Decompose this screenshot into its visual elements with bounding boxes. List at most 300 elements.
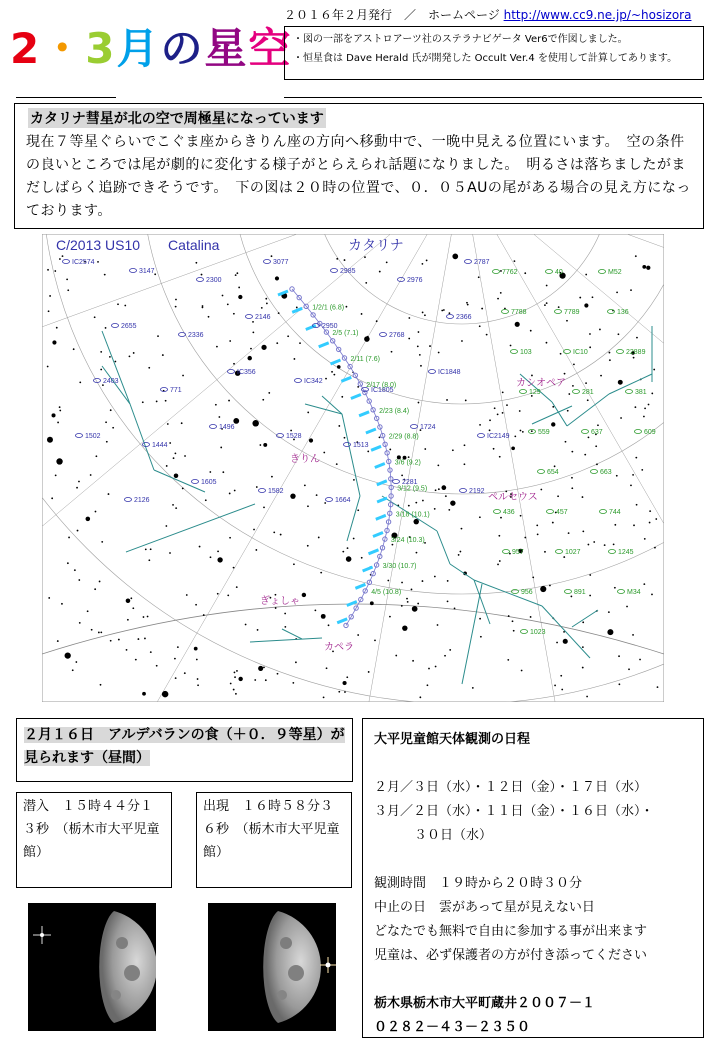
star xyxy=(252,331,254,333)
star xyxy=(49,295,51,297)
occultation-title-line1: ２月１６日 アルデバランの食（＋０．９等星）が xyxy=(24,727,345,743)
object-label: 22889 xyxy=(626,349,646,356)
star xyxy=(229,493,231,495)
star xyxy=(169,552,171,554)
star xyxy=(636,337,638,339)
star xyxy=(657,686,659,688)
star xyxy=(361,557,363,559)
star xyxy=(165,525,167,527)
star xyxy=(294,358,296,360)
star xyxy=(175,677,177,679)
star xyxy=(47,366,49,368)
star xyxy=(584,303,588,307)
object-label: 771 xyxy=(170,387,182,394)
star xyxy=(57,422,59,424)
star xyxy=(630,289,632,291)
star xyxy=(227,595,229,597)
star xyxy=(506,404,508,406)
star xyxy=(374,639,376,641)
star xyxy=(460,551,462,553)
star xyxy=(546,285,548,287)
star xyxy=(502,391,504,393)
star xyxy=(452,449,454,451)
star xyxy=(175,507,177,509)
star xyxy=(416,552,418,554)
star xyxy=(401,605,403,607)
star xyxy=(328,624,330,626)
star xyxy=(520,430,522,432)
star xyxy=(97,261,99,263)
star xyxy=(486,334,488,336)
star xyxy=(558,306,560,308)
star xyxy=(461,340,463,342)
star xyxy=(554,465,556,467)
star xyxy=(618,333,620,335)
star xyxy=(630,484,632,486)
star xyxy=(655,518,657,520)
star xyxy=(186,594,188,596)
star xyxy=(118,639,120,641)
star xyxy=(79,381,81,383)
object-label: 381 xyxy=(635,389,647,396)
comet-date-label: 2/11 (7.6) xyxy=(350,356,380,363)
object-label: 957 xyxy=(512,549,524,556)
star xyxy=(105,327,107,329)
star xyxy=(419,696,421,698)
star xyxy=(217,550,219,552)
star xyxy=(290,493,295,498)
star xyxy=(422,580,424,582)
star xyxy=(464,444,466,446)
star xyxy=(324,502,326,504)
star xyxy=(353,479,355,481)
star xyxy=(465,400,467,402)
star xyxy=(266,303,268,305)
star xyxy=(205,499,207,501)
object-label: 136 xyxy=(617,309,629,316)
object-label: 3147 xyxy=(139,268,155,275)
moon-emersion-photo xyxy=(208,903,336,1031)
star xyxy=(549,585,551,587)
star xyxy=(568,393,570,395)
star xyxy=(557,495,559,497)
star xyxy=(346,676,348,678)
star xyxy=(277,673,279,675)
star xyxy=(227,304,229,306)
star xyxy=(112,427,114,429)
star xyxy=(147,616,149,618)
star xyxy=(353,538,355,540)
object-label: 891 xyxy=(574,589,586,596)
star xyxy=(201,274,203,276)
star xyxy=(633,357,635,359)
star xyxy=(512,620,514,622)
star xyxy=(646,266,650,270)
star xyxy=(316,494,318,496)
occultation-title xyxy=(24,724,346,770)
star xyxy=(408,456,410,458)
star xyxy=(411,589,413,591)
star xyxy=(441,310,443,312)
star xyxy=(233,689,235,691)
star xyxy=(438,352,440,354)
star xyxy=(307,505,309,507)
star xyxy=(445,495,447,497)
star xyxy=(540,489,542,491)
star xyxy=(544,551,546,553)
star xyxy=(497,298,499,300)
star xyxy=(531,375,533,377)
object-label: IC2574 xyxy=(72,259,95,266)
star xyxy=(236,670,238,672)
star xyxy=(258,666,263,671)
object-label: 559 xyxy=(538,429,550,436)
comet-date-label: 4/5 (10.8) xyxy=(371,588,402,596)
star xyxy=(344,691,346,693)
star xyxy=(174,658,176,660)
star xyxy=(110,409,112,411)
star xyxy=(427,684,429,686)
star xyxy=(94,588,96,590)
star xyxy=(284,613,286,615)
star xyxy=(450,500,455,505)
star xyxy=(628,668,630,670)
star xyxy=(278,312,280,314)
star xyxy=(199,546,201,548)
object-label: IC1848 xyxy=(438,369,461,376)
star xyxy=(458,554,460,556)
star xyxy=(124,305,126,307)
issue-text: ２０１６年２月発行 ／ ホームページ xyxy=(284,8,500,22)
star xyxy=(556,642,558,644)
star xyxy=(280,534,282,536)
star xyxy=(466,302,468,304)
object-label: 3077 xyxy=(273,259,289,266)
star xyxy=(209,471,211,473)
object-label: 7789 xyxy=(564,309,580,316)
star xyxy=(67,289,69,291)
star xyxy=(174,473,179,478)
star xyxy=(618,655,620,657)
star xyxy=(202,307,204,309)
star xyxy=(649,522,651,524)
star xyxy=(434,508,436,510)
object-label: 1245 xyxy=(618,549,634,556)
star xyxy=(514,435,516,437)
star xyxy=(582,621,584,623)
star xyxy=(177,646,179,648)
star xyxy=(101,541,103,543)
star xyxy=(494,407,496,409)
star xyxy=(323,452,325,454)
star xyxy=(544,304,546,306)
star xyxy=(609,352,611,354)
star xyxy=(197,684,199,686)
comet-date-label: 3/12 (9.5) xyxy=(397,485,428,493)
star xyxy=(520,515,522,517)
star xyxy=(148,559,150,561)
star xyxy=(98,632,100,634)
star xyxy=(54,270,56,272)
star xyxy=(361,313,363,315)
object-label: 1664 xyxy=(335,497,351,504)
star xyxy=(100,684,102,686)
star xyxy=(137,638,139,640)
schedule-free: どなたでも無料で自由に参加する事が出来ます xyxy=(374,924,648,939)
star xyxy=(100,369,102,371)
star xyxy=(263,666,265,668)
star xyxy=(235,693,237,695)
schedule-address: 栃木県栃木市大平町蔵井２００７－１ xyxy=(374,996,596,1011)
star xyxy=(565,441,567,443)
star xyxy=(426,260,428,262)
star xyxy=(184,455,186,457)
star xyxy=(608,611,610,613)
star xyxy=(117,303,119,305)
object-label: 1444 xyxy=(152,442,168,449)
star xyxy=(618,380,623,385)
star xyxy=(256,486,258,488)
star xyxy=(62,255,64,257)
star xyxy=(443,309,445,311)
title-char: 2 xyxy=(10,24,42,73)
star xyxy=(56,458,62,464)
star xyxy=(434,576,436,578)
object-label: 2403 xyxy=(103,378,119,385)
object-label: 2281 xyxy=(402,479,418,486)
star xyxy=(639,659,641,661)
object-label: 7788 xyxy=(511,309,527,316)
star xyxy=(563,556,565,558)
star xyxy=(233,567,235,569)
star xyxy=(78,481,80,483)
star xyxy=(479,618,481,620)
star xyxy=(408,338,410,340)
star xyxy=(228,400,230,402)
object-label: 609 xyxy=(644,429,656,436)
star xyxy=(497,564,499,566)
star xyxy=(331,371,333,373)
star xyxy=(379,271,381,273)
star xyxy=(114,361,116,363)
star xyxy=(182,375,184,377)
star xyxy=(51,497,53,499)
star xyxy=(585,274,587,276)
star xyxy=(415,502,417,504)
star xyxy=(130,597,132,599)
star xyxy=(67,562,69,564)
star xyxy=(257,629,259,631)
chart-title-left: C/2013 US10 Catalina xyxy=(56,237,220,253)
star xyxy=(265,298,267,300)
star xyxy=(347,547,349,549)
star xyxy=(422,263,424,265)
star xyxy=(165,400,167,402)
star xyxy=(175,452,177,454)
star xyxy=(142,692,146,696)
star xyxy=(567,410,569,412)
star xyxy=(203,614,205,616)
star xyxy=(479,424,481,426)
star xyxy=(564,373,566,375)
star xyxy=(552,406,554,408)
object-label: 436 xyxy=(503,509,515,516)
star xyxy=(108,493,110,495)
comet-date-label: 3/24 (10.3) xyxy=(390,537,425,545)
star xyxy=(592,296,594,298)
title-char: 空 xyxy=(248,24,293,73)
star xyxy=(78,579,80,581)
object-label: 2985 xyxy=(340,268,356,275)
object-label: IC342 xyxy=(304,378,323,385)
star xyxy=(133,352,135,354)
star xyxy=(77,530,79,532)
star xyxy=(233,363,235,365)
star xyxy=(406,598,408,600)
object-label: 2336 xyxy=(188,332,204,339)
star xyxy=(325,378,327,380)
star xyxy=(510,345,512,347)
star xyxy=(618,683,620,685)
title-char: の xyxy=(160,24,205,73)
star xyxy=(255,549,257,551)
star xyxy=(654,547,656,549)
star xyxy=(447,600,449,602)
object-label: IC2149 xyxy=(487,433,510,440)
star xyxy=(479,325,481,327)
star xyxy=(508,615,510,617)
star xyxy=(616,291,618,293)
star xyxy=(644,538,646,540)
star xyxy=(57,640,59,642)
comet-date-label: 3/6 (9.2) xyxy=(394,459,421,467)
star xyxy=(357,386,359,388)
star xyxy=(635,255,637,257)
object-label: M34 xyxy=(627,589,641,596)
star xyxy=(271,476,273,478)
star xyxy=(263,506,265,508)
star xyxy=(530,616,532,618)
star xyxy=(47,437,53,443)
star xyxy=(326,667,328,669)
star xyxy=(99,581,101,583)
star xyxy=(634,406,636,408)
star xyxy=(435,666,437,668)
schedule-title: 大平児童館天体観測の日程 xyxy=(374,732,531,747)
star xyxy=(418,402,420,404)
constellation-label: きりん xyxy=(290,454,320,465)
star xyxy=(238,677,242,681)
star xyxy=(275,276,279,280)
star xyxy=(338,425,340,427)
star xyxy=(519,410,521,412)
star xyxy=(233,418,239,424)
star xyxy=(642,265,646,269)
star xyxy=(234,672,236,674)
object-label: 1582 xyxy=(268,488,284,495)
star xyxy=(429,345,431,347)
star xyxy=(48,597,50,599)
star xyxy=(563,639,568,644)
star xyxy=(454,607,456,609)
star xyxy=(412,660,414,662)
star xyxy=(73,348,75,350)
star xyxy=(651,594,653,596)
star xyxy=(422,500,424,502)
star xyxy=(502,412,504,414)
star xyxy=(616,475,618,477)
constellation-label: カペラ xyxy=(324,642,354,653)
star xyxy=(593,541,595,543)
star xyxy=(222,471,224,473)
star xyxy=(263,443,267,447)
star xyxy=(546,302,548,304)
star xyxy=(566,320,568,322)
object-label: IC356 xyxy=(237,369,256,376)
star xyxy=(105,421,107,423)
star xyxy=(268,392,270,394)
star xyxy=(61,603,63,605)
schedule-phone: ０２８２－４３－２３５０ xyxy=(374,1020,531,1035)
schedule-dates-line3: ３０日（水） xyxy=(414,828,493,843)
star xyxy=(600,375,602,377)
star xyxy=(275,607,277,609)
chart-title-right: カタリナ xyxy=(348,238,404,254)
star xyxy=(607,629,613,635)
star xyxy=(648,404,650,406)
star xyxy=(318,537,320,539)
schedule-children: 児童は、必ず保護者の方が付き添ってください xyxy=(374,948,648,963)
star xyxy=(489,419,491,421)
comet-date-label: 3/30 (10.7) xyxy=(382,563,417,570)
star xyxy=(210,556,212,558)
star xyxy=(552,522,554,524)
star xyxy=(422,312,424,314)
star xyxy=(261,345,266,350)
star xyxy=(364,336,370,342)
object-label: 1513 xyxy=(353,442,369,449)
star xyxy=(346,306,348,308)
star xyxy=(217,557,222,562)
star xyxy=(156,401,158,403)
star xyxy=(561,689,563,691)
star xyxy=(68,537,70,539)
star xyxy=(218,416,220,418)
star xyxy=(511,446,515,450)
star xyxy=(148,367,150,369)
star xyxy=(95,455,97,457)
star xyxy=(582,496,584,498)
star xyxy=(253,529,255,531)
star xyxy=(498,535,500,537)
star xyxy=(480,636,482,638)
star xyxy=(467,304,469,306)
star xyxy=(479,516,481,518)
schedule-dates-line2: ３月／２日（水）・１１日（金）・１６日（水）・ xyxy=(374,804,654,819)
constellation-label: カシオペア xyxy=(516,378,566,389)
star xyxy=(424,314,426,316)
star xyxy=(95,511,97,513)
star-chart xyxy=(42,234,664,702)
homepage-link[interactable]: http://www.cc9.ne.jp/~hosizora xyxy=(503,8,692,22)
star xyxy=(259,444,261,446)
schedule-cancel: 中止の日 雲があって星が見えない日 xyxy=(374,900,595,915)
title-char: 3 xyxy=(85,24,117,73)
star xyxy=(47,269,49,271)
star xyxy=(649,510,651,512)
star xyxy=(437,465,439,467)
star xyxy=(407,601,409,603)
